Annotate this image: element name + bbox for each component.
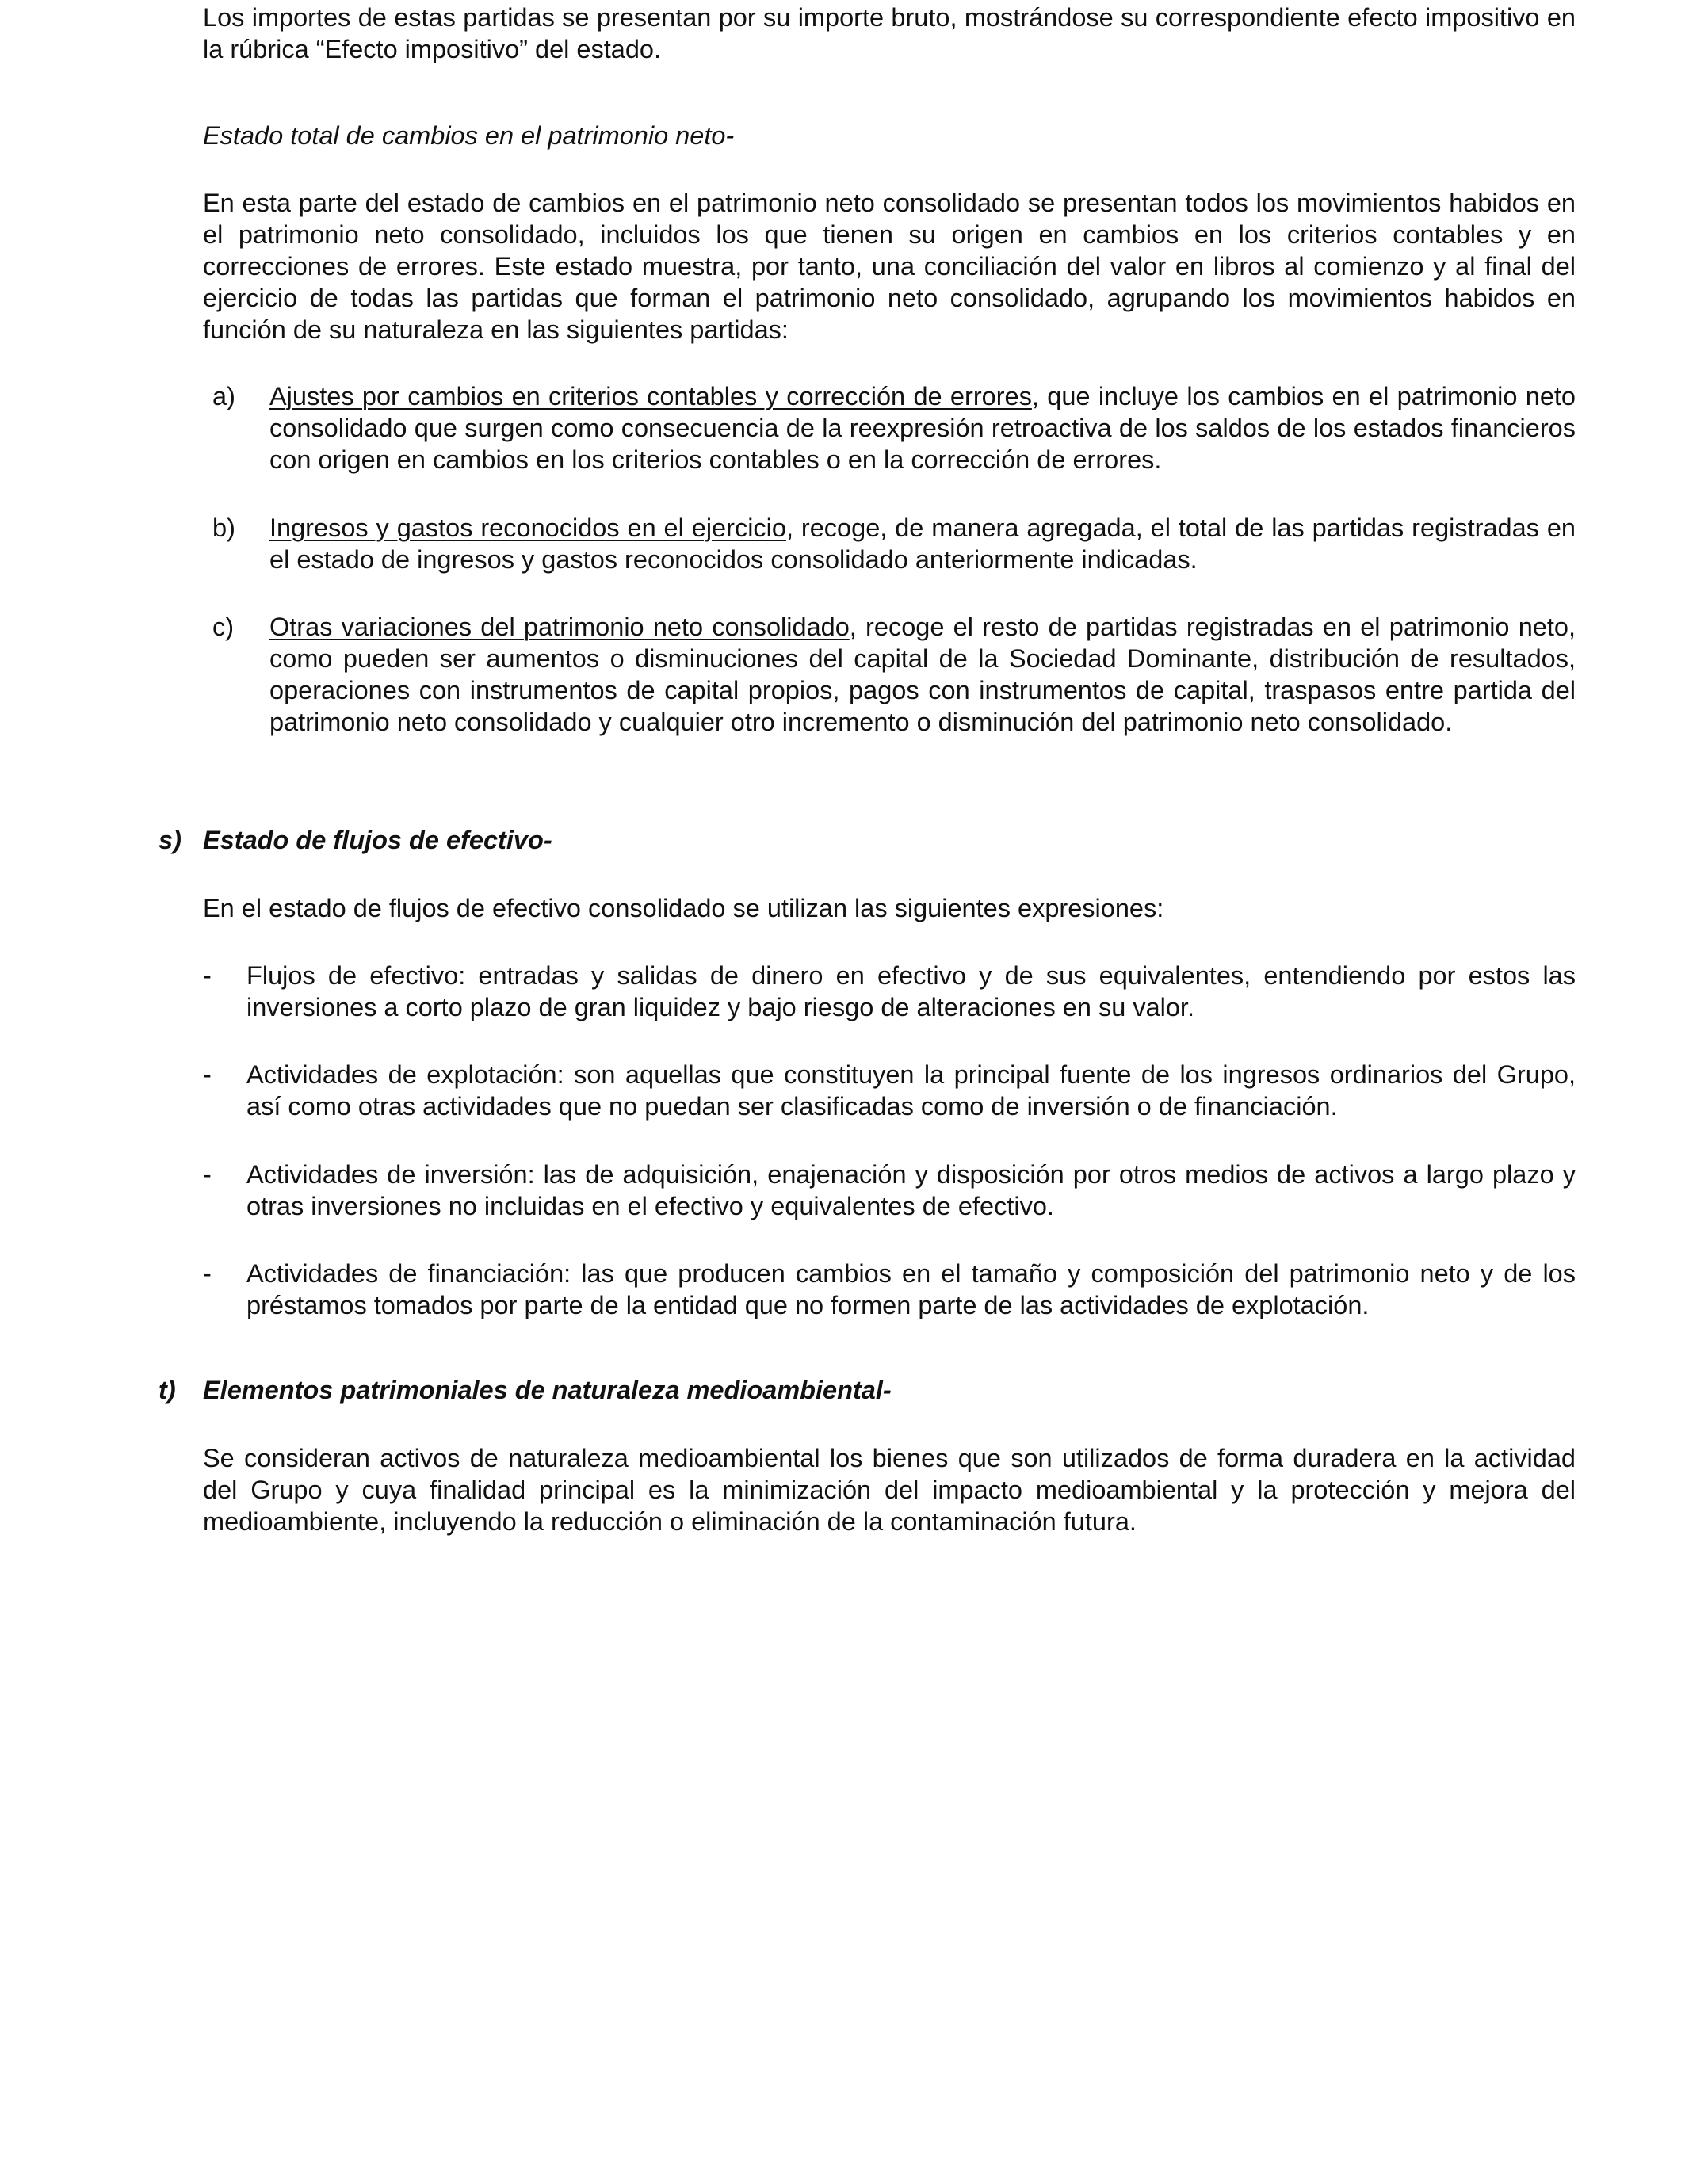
dash-marker: - [203, 1060, 212, 1089]
list-item-title: Ajustes por cambios en criterios contables y corrección de errores [269, 382, 1032, 410]
dash-marker: - [203, 1160, 212, 1189]
section-t-title: Elementos patrimoniales de naturaleza medioambiental- [203, 1376, 892, 1404]
list-item-a [203, 380, 1576, 475]
section-s-title: Estado de flujos de efectivo- [203, 826, 552, 854]
total-changes-heading: Estado total de cambios en el patrimonio neto- [203, 121, 735, 150]
section-t-heading [159, 1374, 1576, 1406]
dash-item-text: Actividades de explotación: son aquellas que constituyen la principal fuente de los ingresos ordinarios del Grupo, así como otras actividades que no puedan ser clasificadas como de inversión o de financiación. [246, 1060, 1576, 1121]
list-item-c [203, 611, 1576, 738]
dash-item-text: Actividades de financiación: las que producen cambios en el tamaño y composición del patrimonio neto y de los préstamos tomados por parte de la entidad que no formen parte de las actividades de explotación. [246, 1259, 1576, 1319]
section-t-paragraph: Se consideran activos de naturaleza medioambiental los bienes que son utilizados de forma duradera en la actividad del Grupo y cuya finalidad principal es la minimización del impacto medioambiental y la protección y mejora del medioambiente, incluyendo la reducción o eliminación de la contaminación futura. [203, 1444, 1576, 1536]
dash-item-text: Flujos de efectivo: entradas y salidas de dinero en efectivo y de sus equivalentes, entendiendo por estos las inversiones a corto plazo de gran liquidez y bajo riesgo de alteraciones en su valor. [246, 961, 1576, 1021]
list-marker: c) [212, 613, 235, 641]
list-item-b [203, 512, 1576, 575]
dash-item-flujos [203, 960, 1576, 1023]
total-changes-paragraph: En esta parte del estado de cambios en el patrimonio neto consolidado se presentan todos los movimientos habidos en el patrimonio neto consolidado, incluidos los que tienen su origen en cambios en los criterios contables y en correcciones de errores. Este estado muestra, por tanto, una conciliación del valor en libros al comienzo y al final del ejercicio de todas las partidas que forman el patrimonio neto consolidado, agrupando los movimientos habidos en función de su naturaleza en las siguientes partidas: [203, 189, 1576, 344]
section-s-letter: s) [159, 826, 181, 854]
section-t-letter: t) [159, 1376, 176, 1404]
list-item-text: , recoge el resto de partidas registradas en el patrimonio neto, como pueden ser aumentos o disminuciones del capital de la Sociedad Dominante, distribución de resultados, operaciones con instrumentos de capital propios, pagos con instrumentos de capital, traspasos entre partida del patrimonio neto consolidado y cualquier otro incremento o disminución del patrimonio neto consolidado. [269, 613, 1576, 736]
section-s-intro: En el estado de flujos de efectivo consolidado se utilizan las siguientes expresiones: [203, 894, 1164, 922]
list-marker: b) [212, 514, 235, 542]
dash-item-inversion [203, 1159, 1576, 1222]
list-item-title: Ingresos y gastos reconocidos en el ejercicio [269, 514, 786, 542]
dash-marker: - [203, 1259, 212, 1288]
list-item-text: , recoge, de manera agregada, el total de las partidas registradas en el estado de ingresos y gastos reconocidos consolidado anteriormente indicadas. [269, 514, 1576, 574]
dash-item-explotacion [203, 1059, 1576, 1122]
dash-item-text: Actividades de inversión: las de adquisición, enajenación y disposición por otros medios de activos a largo plazo y otras inversiones no incluidas en el efectivo y equivalentes de efectivo. [246, 1160, 1576, 1220]
section-s-heading [159, 824, 1576, 856]
list-marker: a) [212, 382, 235, 410]
list-item-text: , que incluye los cambios en el patrimonio neto consolidado que surgen como consecuencia de la reexpresión retroactiva de los saldos de los estados financieros con origen en cambios en los criterios contables o en la corrección de errores. [269, 382, 1576, 474]
intro-paragraph: Los importes de estas partidas se presentan por su importe bruto, mostrándose su correspondiente efecto impositivo en la rúbrica “Efecto impositivo” del estado. [203, 3, 1576, 63]
list-item-title: Otras variaciones del patrimonio neto consolidado [269, 613, 850, 641]
dash-marker: - [203, 961, 212, 990]
dash-item-financiacion [203, 1258, 1576, 1321]
